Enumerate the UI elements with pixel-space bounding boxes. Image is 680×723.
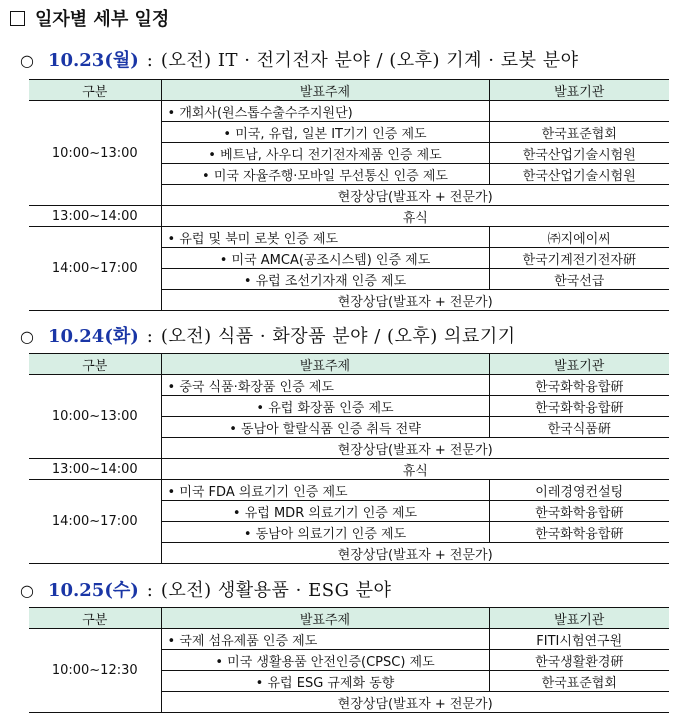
break-label: 휴식 xyxy=(161,459,669,480)
consult-cell: 현장상담(발표자 + 전문가) xyxy=(161,185,669,206)
column-header-time: 구분 xyxy=(29,608,161,629)
column-header-time: 구분 xyxy=(29,354,161,375)
session-time: 10:00~13:00 xyxy=(29,375,161,459)
column-header-topic: 발표주제 xyxy=(161,80,489,101)
topic-cell: • 유럽 MDR 의료기기 인증 제도 xyxy=(161,501,489,522)
topic-cell: • 베트남, 사우디 전기전자제품 인증 제도 xyxy=(161,143,489,164)
column-header-topic: 발표주제 xyxy=(161,608,489,629)
day-description: (오전) IT · 전기전자 분야 / (오후) 기계 · 로봇 분야 xyxy=(160,50,579,71)
org-cell: 한국표준협회 xyxy=(489,671,669,692)
session-time: 10:00~13:00 xyxy=(29,101,161,206)
session-time: 10:00~12:30 xyxy=(29,629,161,713)
checkbox-icon xyxy=(10,11,25,26)
org-cell: 한국화학융합硏 xyxy=(489,375,669,396)
column-header-topic: 발표주제 xyxy=(161,354,489,375)
consult-cell: 현장상담(발표자 + 전문가) xyxy=(161,692,669,713)
org-cell xyxy=(489,101,669,122)
org-cell: 한국생활환경硏 xyxy=(489,650,669,671)
org-cell: 한국화학융합硏 xyxy=(489,522,669,543)
topic-cell: • 개회사(원스톱수출수주지원단) xyxy=(161,101,489,122)
topic-cell: • 국제 섬유제품 인증 제도 xyxy=(161,629,489,650)
topic-cell: • 중국 식품·화장품 인증 제도 xyxy=(161,375,489,396)
consult-cell: 현장상담(발표자 + 전문가) xyxy=(161,543,669,564)
day-colon: : xyxy=(146,326,153,347)
day-date: 10.24(화) xyxy=(47,326,139,347)
schedule-table-3 xyxy=(29,607,669,713)
topic-cell: • 유럽 ESG 규제화 동향 xyxy=(161,671,489,692)
topic-cell: • 동남아 할랄식품 인증 취득 전략 xyxy=(161,417,489,438)
topic-cell: • 미국 AMCA(공조시스템) 인증 제도 xyxy=(161,248,489,269)
break-row xyxy=(29,459,669,480)
topic-cell: • 유럽 화장품 인증 제도 xyxy=(161,396,489,417)
table-header-row xyxy=(29,608,669,629)
day-heading-2 xyxy=(20,322,516,348)
column-header-org: 발표기관 xyxy=(489,354,669,375)
table-row xyxy=(29,101,669,122)
org-cell: 한국화학융합硏 xyxy=(489,396,669,417)
org-cell: 한국표준협회 xyxy=(489,122,669,143)
topic-cell: • 유럽 조선기자재 인증 제도 xyxy=(161,269,489,290)
org-cell: 한국산업기술시험원 xyxy=(489,164,669,185)
org-cell: 한국기계전기전자硏 xyxy=(489,248,669,269)
day-date: 10.25(수) xyxy=(47,580,139,601)
org-cell: 한국식품硏 xyxy=(489,417,669,438)
topic-cell: • 미국 FDA 의료기기 인증 제도 xyxy=(161,480,489,501)
circle-bullet-icon: ○ xyxy=(20,327,34,346)
break-label: 휴식 xyxy=(161,206,669,227)
day-description: (오전) 생활용품 · ESG 분야 xyxy=(160,580,392,601)
topic-cell: • 유럽 및 북미 로봇 인증 제도 xyxy=(161,227,489,248)
consult-cell: 현장상담(발표자 + 전문가) xyxy=(161,290,669,311)
break-time: 13:00~14:00 xyxy=(29,206,161,227)
topic-cell: • 미국 생활용품 안전인증(CPSC) 제도 xyxy=(161,650,489,671)
table-row xyxy=(29,629,669,650)
circle-bullet-icon: ○ xyxy=(20,581,34,600)
day-description: (오전) 식품 · 화장품 분야 / (오후) 의료기기 xyxy=(160,326,516,347)
table-header-row xyxy=(29,80,669,101)
day-colon: : xyxy=(146,50,153,71)
table-row xyxy=(29,480,669,501)
page-title xyxy=(10,5,169,31)
session-time: 14:00~17:00 xyxy=(29,227,161,311)
consult-cell: 현장상담(발표자 + 전문가) xyxy=(161,438,669,459)
page-title-text: 일자별 세부 일정 xyxy=(35,9,170,30)
table-header-row xyxy=(29,354,669,375)
table-row xyxy=(29,375,669,396)
column-header-time: 구분 xyxy=(29,80,161,101)
org-cell: 한국화학융합硏 xyxy=(489,501,669,522)
schedule-table-1 xyxy=(29,79,669,311)
org-cell: FITI시험연구원 xyxy=(489,629,669,650)
org-cell: 한국선급 xyxy=(489,269,669,290)
topic-cell: • 미국, 유럽, 일본 IT기기 인증 제도 xyxy=(161,122,489,143)
table-row xyxy=(29,227,669,248)
day-heading-3 xyxy=(20,576,391,602)
column-header-org: 발표기관 xyxy=(489,80,669,101)
day-heading-1 xyxy=(20,46,578,72)
session-time: 14:00~17:00 xyxy=(29,480,161,564)
org-cell: 한국산업기술시험원 xyxy=(489,143,669,164)
org-cell: 이레경영컨설팅 xyxy=(489,480,669,501)
schedule-table-2 xyxy=(29,353,669,564)
org-cell: ㈜지에이씨 xyxy=(489,227,669,248)
break-row xyxy=(29,206,669,227)
topic-cell: • 미국 자율주행·모바일 무선통신 인증 제도 xyxy=(161,164,489,185)
topic-cell: • 동남아 의료기기 인증 제도 xyxy=(161,522,489,543)
day-colon: : xyxy=(146,580,153,601)
circle-bullet-icon: ○ xyxy=(20,51,34,70)
day-date: 10.23(월) xyxy=(47,50,139,71)
break-time: 13:00~14:00 xyxy=(29,459,161,480)
column-header-org: 발표기관 xyxy=(489,608,669,629)
